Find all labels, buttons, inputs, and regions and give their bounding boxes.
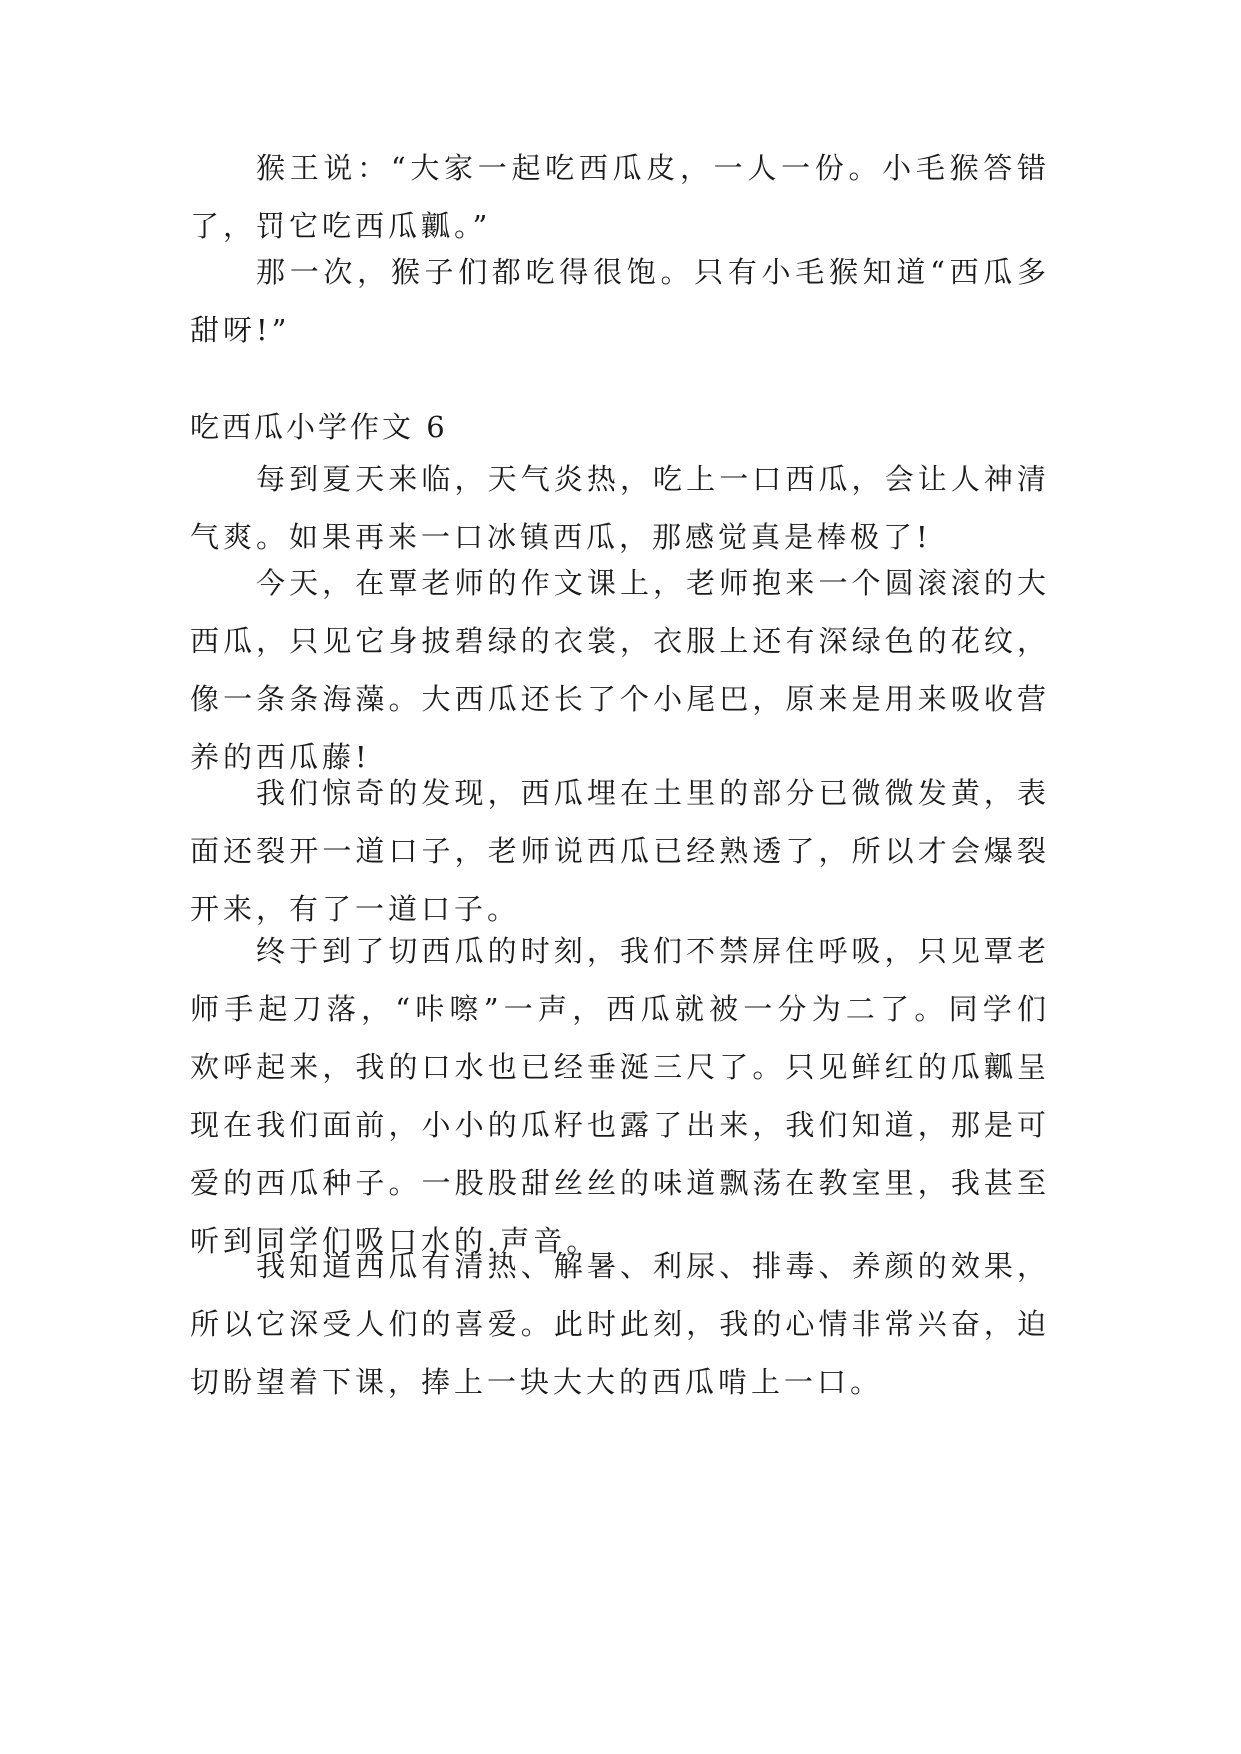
paragraph-summer: 每到夏天来临，天气炎热，吃上一口西瓜，会让人神清气爽。如果再来一口冰镇西瓜，那感觉真是棒极了! (190, 462, 1050, 554)
paragraph-that-time: 那一次，猴子们都吃得很饱。只有小毛猴知道“西瓜多甜呀!” (190, 255, 1050, 347)
paragraph-cutting: 终于到了切西瓜的时刻，我们不禁屏住呼吸，只见覃老师手起刀落，“咔嚓”一声，西瓜就被一分为二了。同学们欢呼起来，我的口水也已经垂涎三尺了。只见鲜红的瓜瓤呈现在我们面前，小小的瓜籽也露了出来，我们知道，那是可爱的西瓜种子。一股股甜丝丝的味道飘荡在教室里，我甚至听到同学们吸口水的.声音。 (190, 934, 1050, 1258)
paragraph-benefits: 我知道西瓜有清热、解暑、利尿、排毒、养颜的效果，所以它深受人们的喜爱。此时此刻，我的心情非常兴奋，迫切盼望着下课，捧上一块大大的西瓜啃上一口。 (190, 1249, 1050, 1399)
section-title: 吃西瓜小学作文 6 (190, 410, 448, 444)
paragraph-discovery: 我们惊奇的发现，西瓜埋在土里的部分已微微发黄，表面还裂开一道口子，老师说西瓜已经熟透了，所以才会爆裂开来，有了一道口子。 (190, 776, 1050, 926)
paragraph-monkey-king: 猴王说：“大家一起吃西瓜皮，一人一份。小毛猴答错了，罚它吃西瓜瓤。” (190, 151, 1050, 243)
paragraph-big-watermelon: 今天，在覃老师的作文课上，老师抱来一个圆滚滚的大西瓜，只见它身披碧绿的衣裳，衣服上还有深绿色的花纹，像一条条海藻。大西瓜还长了个小尾巴，原来是用来吸收营养的西瓜藤! (190, 566, 1050, 774)
